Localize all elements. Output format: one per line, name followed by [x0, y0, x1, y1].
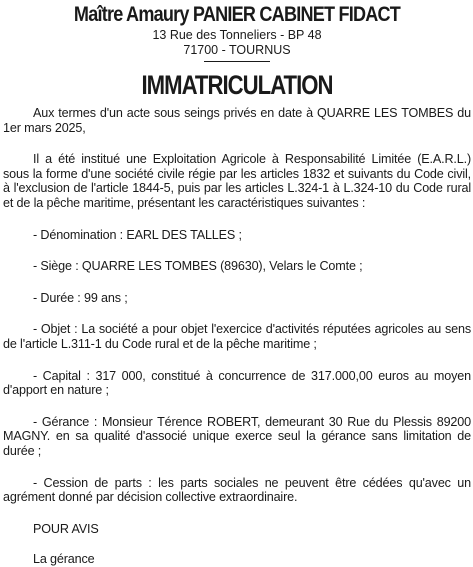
header-divider — [204, 61, 270, 62]
item-capital: - Capital : 317 000, constitué à concurrence de 317.000,00 euros au moyen d'apport en nature ; — [3, 368, 471, 398]
item-objet: - Objet : La société a pour objet l'exercice d'activités réputées agricoles au sens de l'article L.311-1 du Code rural et de la pêche maritime ; — [3, 322, 471, 351]
pour-avis: POUR AVIS — [33, 521, 99, 536]
company-name: Maître Amaury PANIER CABINET FIDACT — [73, 3, 401, 26]
item-denomination: - Dénomination : EARL DES TALLES ; — [33, 227, 242, 242]
paragraph-institution: Il a été institué une Exploitation Agricole à Responsabilité Limitée (E.A.R.L.) sous la forme d'une société civile régie par les articles 1832 et suivants du Code civil, à l'exclusion de l'article 1844-5, puis par les articles L.324-1 à L.324-10 du Code rural et de la pêche maritime, présentant les caractéristiques suivantes : — [3, 152, 471, 210]
notice-body — [3, 106, 471, 567]
signature: La gérance — [33, 552, 95, 567]
item-siege: - Siège : QUARRE LES TOMBES (89630), Velars le Comte ; — [33, 259, 363, 274]
notice-title: IMMATRICULATION — [141, 70, 333, 100]
item-cession: - Cession de parts : les parts sociales ne peuvent être cédées qu'avec un agrément donné par décision collective extraordinaire. — [3, 475, 471, 505]
paragraph-intro: Aux termes d'un acte sous seings privés en date à QUARRE LES TOMBES du 1er mars 2025, — [3, 106, 471, 135]
item-duree: - Durée : 99 ans ; — [33, 290, 128, 305]
item-gerance: - Gérance : Monsieur Térence ROBERT, demeurant 30 Rue du Plessis 89200 MAGNY. en sa qualité d'associé unique exerce seul la gérance sans limitation de durée ; — [3, 414, 471, 458]
address-line-1: 13 Rue des Tonneliers - BP 48 — [152, 28, 322, 42]
address-line-2: 71700 - TOURNUS — [183, 43, 291, 57]
